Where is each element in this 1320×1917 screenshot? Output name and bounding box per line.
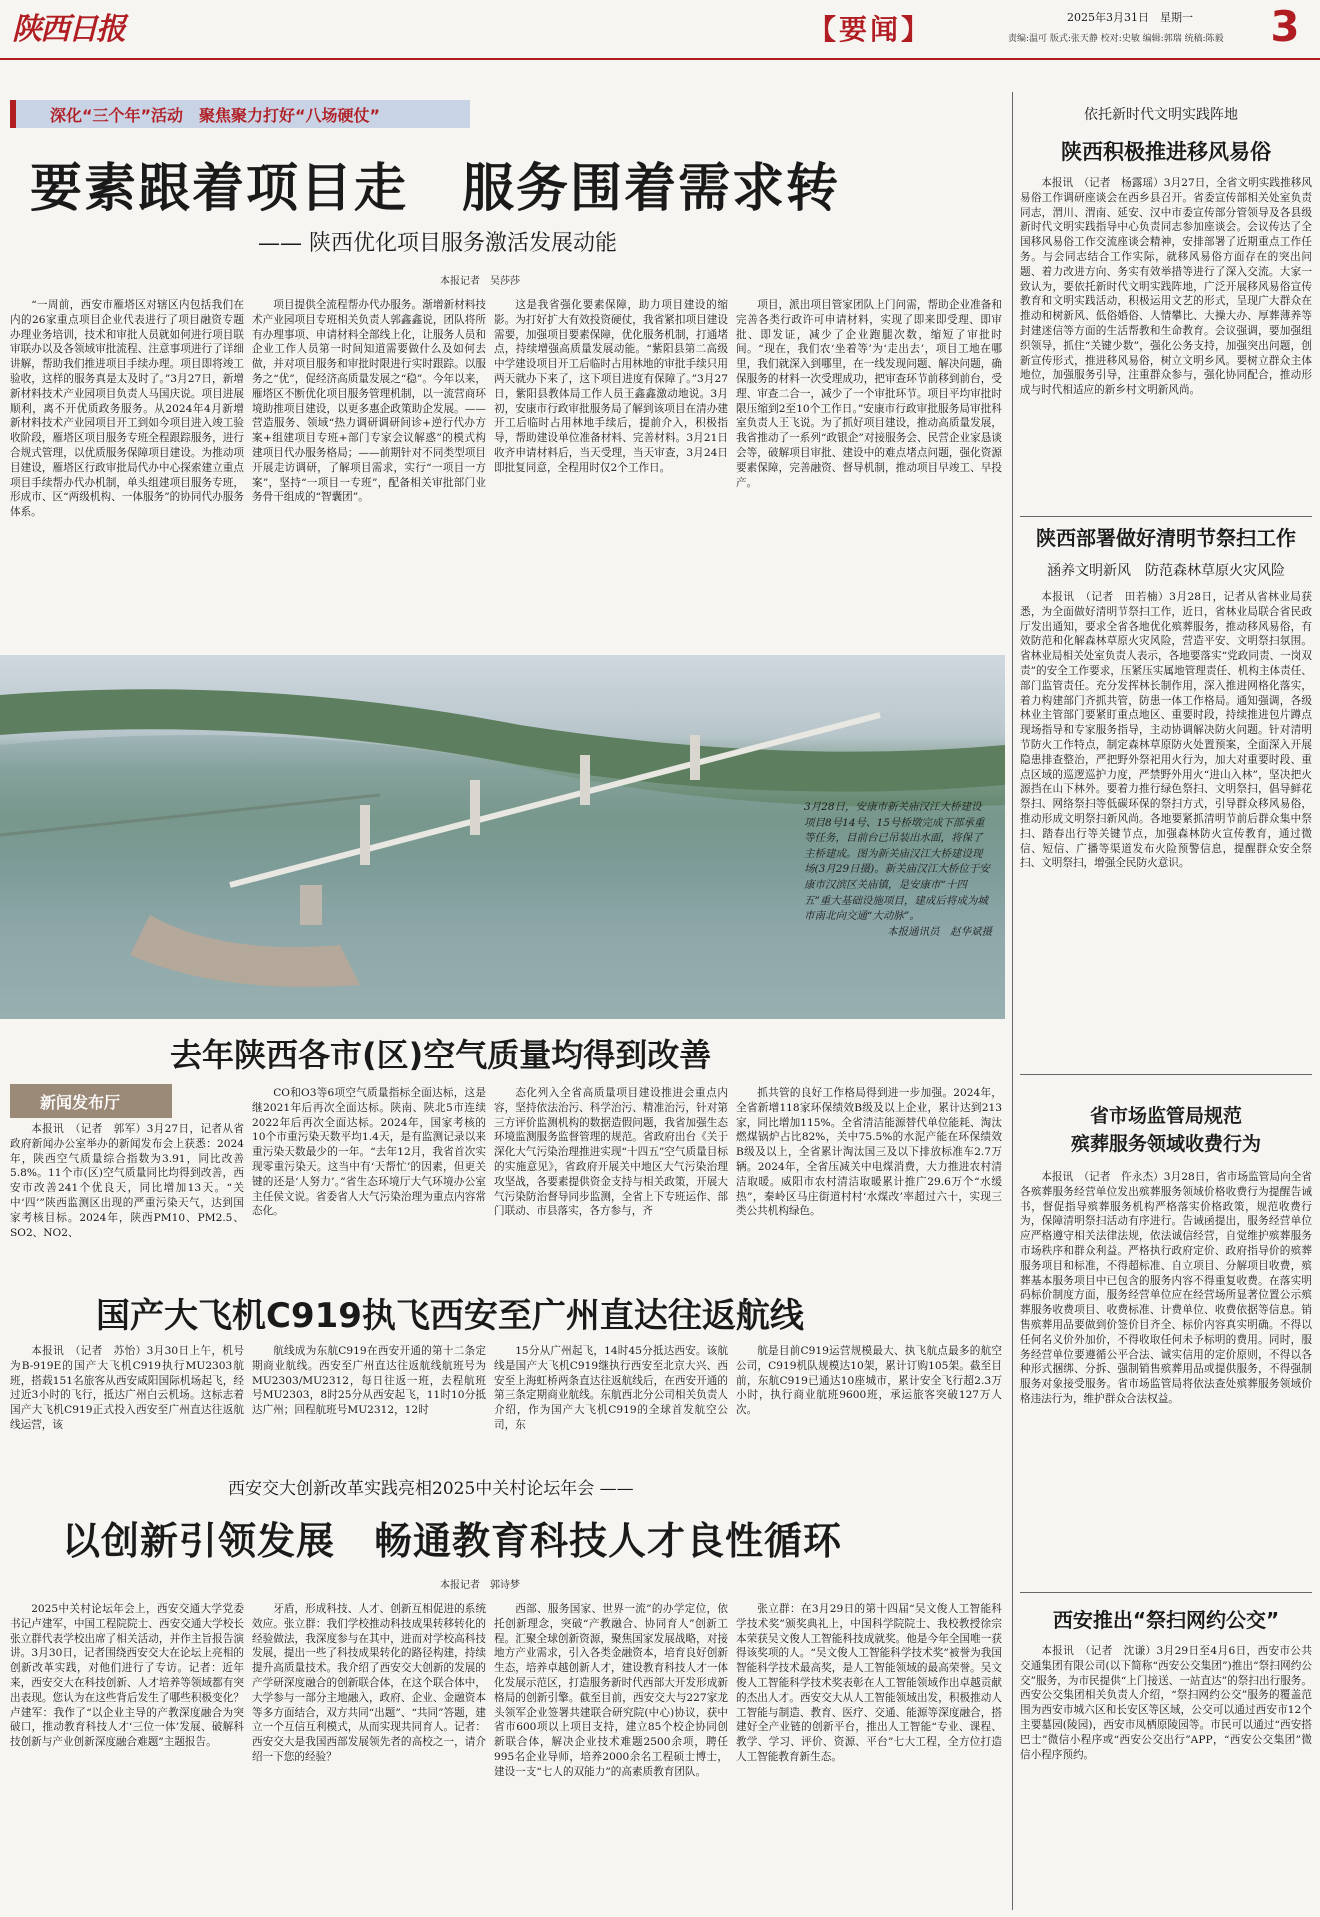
air-headline: 去年陕西各市(区)空气质量均得到改善 — [170, 1036, 712, 1074]
c919-column-3: 15分从广州起飞，14时45分抵达西安。该航线是国产大飞机C919继执行西安至北京大兴、西安至上海虹桥两条直达往返航线后，在西安开通的第三条定期商业航线。东航西北分公司相关负责人介绍，作为国产大飞机C919的全球首发航空公司，东 — [494, 1345, 728, 1431]
photo-caption-text: 3月28日，安康市新关庙汉江大桥建设项目8号14号、15号桥墩完成下部承重等任务，目前台已吊装出水面，将保了主桥建成。图为新关庙汉江大桥建设现场(3月29日摄)。新关庙汉江大桥位于安康市汉滨区关庙镇，是安康市“十四五”重大基础设施项目，建成后将成为城市南北向交通“大动脉”。 — [804, 801, 990, 923]
lead-headline: 要素跟着项目走 服务围着需求转 — [30, 159, 841, 219]
section-name: 【要闻】 — [808, 13, 933, 46]
air-column-3: 态化列入全省高质量项目建设推进会重点内容，坚持依法治污、科学治污、精准治污，针对第三方评价监测机构的数据造假问题，我省加强生态环境监测服务监督管理的规范。省政府出台《关于深化大气污染治理推进实现“十四五”空气质量目标的实施意见》，省政府开展关中地区大气污染治理攻坚战，各要素提供资金支持与相关政策，开展大气污染防治督导同步监测，全省上下专班运作、部门联动、市县落实，各方参与，齐 — [494, 1087, 728, 1218]
side1-text: 本报讯 （记者 杨露瑶）3月27日，全省文明实践推移风易俗工作调研座谈会在西乡县召开。省委宣传部相关处室负责同志，渭川、渭南、延安、汉中市委宣传部分管领导及各县级新时代文明实践指导中心负责同志参加座谈会。会议传达了全国移风易俗工作交流座谈会精神，安排部署了近期重点工作任务。与会同志结合工作实际，就移风易俗方面存在的突出问题、着力改进方向、务实有效举措等进行了深入交流。大家一致认为，要依托新时代文明实践阵地，广泛开展移风易俗宣传教育和文明实践活动，积极运用文艺的形式，呈现广大群众在推动和树新风、低俗婚俗、人情攀比、大操大办、厚葬薄养等封建迷信等方面的生活帮教和生命教育。会议强调，要加强组织领导，抓住“关键少数”，强化公务支持，加强突出问题，创新宣传形式，推进移风易俗，树立文明乡风。要树立群众主体地位，加强服务引导，注重群众参与，强化协同配合，推动形成与时代相适应的新乡村文明新风尚。 — [1020, 177, 1312, 397]
lead-column-1: “一周前，西安市雁塔区对辖区内包括我们在内的26家重点项目企业代表进行了项目融资专题办理业务培训，技术和审批人员就如何进行项目联审联办以及各领域审批流程、注意事项进行了详细讲解，帮助我们推进项目手续办理。项目即将竣工验收，这样的服务真是太及时了。”3月27日，新增新材料技术产业园项目负责人马国庆说。项目进展顺利，离不开优质政务服务。从2024年4月新增新材料技术产业园项目开工到如今项目进入竣工验收阶段，雁塔区项目服务专班全程跟踪服务，进行合规式管理，以优质服务保障项目建设。为推动项目建设，雁塔区行政审批局代办中心探索建立重点项目手续帮办代办机制，单头组建项目服务专班，形成市、区“两级机构、一体服务”的协同代办服务体系。 — [10, 299, 244, 519]
sidebar-divider — [1020, 1592, 1312, 1593]
column-divider — [1012, 92, 1013, 1910]
lead-column-2: 项目提供全流程帮办代办服务。渐增新材料技术产业园项目专班相关负责人郭鑫鑫说，团队将所有办理事项、申请材料全部线上化，让服务人员和企业工作人员第一时间知道需要做什么及如何去做，并对项目服务和审批时限进行实时跟踪。以服务之“优”，促经济高质量发展之“稳”。今年以来，雁塔区不断优化项目服务管理机制，以一流营商环境助推项目建设，以更多惠企政策助企发展。——营造服务、领域“热力调研调研间诊+逆行代办方案+组建项目专班+部门专家会议解惑”的模式构建项目代办服务格局；——前期针对不同类型项目开展走访调研，了解项目需求，实行“一项目一方案”，坚持“一项目一专班”，配备相关审批部门业务骨干组成的“智囊团”。 — [252, 299, 486, 504]
xjtu-byline: 本报记者 郭诗梦 — [440, 1580, 520, 1591]
lead-byline: 本报记者 吴莎莎 — [440, 276, 520, 287]
topic-banner — [10, 100, 470, 128]
xjtu-headline: 以创新引领发展 畅通教育科技人才良性循环 — [62, 1519, 843, 1563]
photo-credit: 本报通讯员 赵华斌摄 — [887, 925, 992, 938]
c919-column-2: 航线成为东航C919在西安开通的第十二条定期商业航线。西安至广州直达往返航线航班号为MU2303/MU2312，每日往返一班，去程航班号MU2303，8时25分从西安起飞，11时10分抵达广州；回程航班号MU2312，12时 — [252, 1345, 486, 1417]
banner-text: 深化“三个年”活动 聚焦聚力打好“八场硬仗” — [50, 106, 381, 125]
news-release-tag — [10, 1084, 172, 1118]
c919-headline: 国产大飞机C919执飞西安至广州直达往返航线 — [96, 1296, 804, 1336]
side3-headline: 省市场监管局规范 殡葬服务领域收费行为 — [1070, 1105, 1261, 1155]
air-column-4: 抓共管的良好工作格局得到进一步加强。2024年，全省新增118家环保绩效B级及以上企业，累计达到213家，同比增加115%。全省清洁能源替代单位能耗、淘汰燃煤锅炉占比82%，关中75.5%的水泥产能在环保绩效B级及以上，全省累计淘汰国三及以下排放标准车2.7万辆。2024年，全省压减关中电煤消费，大力推进农村清洁取暖。威阳市农村清洁取暖累计推广29.6万个“水缓热”，秦岭区马庄街道村村‘水煤改’率超过六十，实现三类公共机构绿色。 — [736, 1087, 1002, 1218]
editor-credits: 责编:温可 版式:张天静 校对:史敏 编辑:郭瑞 统稿:陈毅 — [1008, 34, 1224, 44]
c919-column-1: 本报讯 （记者 苏怡）3月30日上午，机号为B-919E的国产大飞机C919执行MU2303航班，搭载151名旅客从西安咸阳国际机场起飞，经过近3小时的飞行，抵达广州白云机场。这标志着国产大飞机C919正式投入西安至广州直达往返航线运营，该 — [10, 1345, 244, 1431]
page-number: 3 — [1270, 2, 1300, 51]
lead-column-3: 这是我省强化要素保障，助力项目建设的缩影。为打好扩大有效投资硬仗，我省紧扣项目建设需要，加强项目要素保障，优化服务机制，打通堵点，持续增强高质量发展动能。“紫阳县第二高级中学建设项目开工后临时占用林地的审批手续只用两天就办下来了，这下项目进度有保障了。”3月27日，紫阳县教体局工作人员王鑫鑫激动地说。3月初，安康市行政审批服务局了解到该项目在清办建开工后临时占用林地手续后，提前介入，积极指导，帮助建设单位准备材料、完善材料。3月21日收齐申请材料后，当天受理，当天审查，3月24日即批复同意，全程用时仅2个工作日。 — [494, 299, 728, 474]
side4-text: 本报讯 （记者 沈谦）3月29日至4月6日，西安市公共交通集团有限公司(以下简称“西安公交集团”)推出“祭扫网约公交”服务，为市民提供“上门接送、一站直达”的祭扫出行服务。西安公交集团相关负责人介绍，“祭扫网约公交”服务的覆盖范围为西安市城六区和长安区等区域，公交可以通过西安市12个主要墓园(陵园)，西安市凤栖原陵园等。市民可以通过“西安搭巴士”微信小程序或“西安公交出行”APP，“西安公交集团”微信小程序预约。 — [1020, 1645, 1312, 1761]
sidebar-divider — [1020, 516, 1312, 517]
sidebar-divider — [1020, 1074, 1312, 1075]
side2-headline: 陕西部署做好清明节祭扫工作 — [1036, 526, 1296, 550]
side1-kicker: 依托新时代文明实践阵地 — [1084, 107, 1238, 123]
air-column-1: 本报讯 （记者 郭军）3月27日，记者从省政府新闻办公室举办的新闻发布会上获悉：2024年，陕西空气质量综合指数为3.91，同比改善5.8%。11个市(区)空气质量同比均得到改善，西安市改善241个优良天，同比增加13天。“关中‘四’”陕西监测区出现的严重污染天气，达到国家考核目标。2024年，陕西PM10、PM2.5、SO2、NO2、 — [10, 1123, 244, 1239]
side3-text: 本报讯 （记者 仵永杰）3月28日，省市场监管局向全省各殡葬服务经营单位发出殡葬服务领域价格收费行为提醒告诫书，督促指导殡葬服务机构严格落实价格政策，规范收费行为，保障清明祭扫活动有序进行。告诫函提出，服务经营单位应严格遵守相关法律法规，依法诚信经营，自觉维护殡葬服务市场秩序和群众利益。严格执行政府定价、政府指导价的殡葬服务项目和标准，不得超标准、自立项目、分解项目收费，殡葬基本服务项目中已包含的服务内容不得重复收费。在落实明码标价制度方面，服务经营单位应在经营场所显著位置公示殡葬服务收费项目、收费标准、计费单位、收费依据等信息。销售殡葬用品要做到价签价目齐全、标价内容真实明确。不得以任何名义价外加价，不得收取任何未予标明的费用。同时，服务经营单位要遵循公平合法、诚实信用的定价原则，不得以各种形式捆绑、分拆、强制销售殡葬用品或提供服务，不得强制服务对象接受服务。省市场监管局将依法查处殡葬服务领域价格违法行为，维护群众合法权益。 — [1020, 1171, 1312, 1405]
photo-caption — [804, 800, 992, 1000]
side4-headline: 西安推出“祭扫网约公交” — [1052, 1608, 1280, 1632]
masthead — [0, 0, 1320, 60]
lead-column-4: 项目，派出项目管家团队上门问需，帮助企业准备和完善各类行政许可申请材料，实现了即来即受理、即审批、即发证，减少了企业跑腿次数，缩短了审批时间。“现在，我们农‘坐着等’为‘走出去’，项目工地在哪里，我们就深入到哪里，在一线发现问题、解决问题，确保服务的材料一次受理成功，把审查环节前移到前台，受理、审查二合一，减少了一个审批环节。项目平均审批时限压缩到2至10个工作日。”安康市行政审批服务局审批科室负责人王飞说。为了抓好项目建设，推动高质量发展，我省推动了一系列“政银企”对接服务会、民营企业家恳谈会等，破解项目审批、建设中的难点堵点问题，强化资源要素保障，完善融资、督导机制，推动项目早竣工、早投产。 — [736, 299, 1002, 489]
side2-text: 本报讯 （记者 田若楠）3月28日，记者从省林业局获悉，为全面做好清明节祭扫工作，近日，省林业局联合省民政厅发出通知，要求全省各地优化殡葬服务，推动移风易俗，有效防范和化解森林草原火灾风险，营造平安、文明祭扫氛围。省林业局相关处室负责人表示，各地要落实“党政同责、一岗双责”的安全工作要求，压紧压实属地管理责任、机构主体责任、部门监管责任。充分发挥林长制作用，深入推进网格化落实，着力构建部门齐抓共管，防患一体工作格局。通知强调，各级林业主管部门要紧盯重点地区、重要时段，持续推进包片蹲点现场指导和专家服务指导，主动协调解决防火问题。针对清明节防火工作特点，制定森林草原防火处置预案，全面深入开展隐患排查整治，严把野外祭祀用火行为，加大对重要时段、重点区域的巡逻巡护力度，严禁野外用火“进山入林”，坚决把火源挡在山下林外。要着力推行绿色祭扫、文明祭扫，倡导鲜花祭扫、网络祭扫等低碳环保的祭扫方式，引导群众移风易俗，推动形成文明祭扫新风尚。各地要紧抓清明节前后群众集中祭扫、踏春出行等关键节点，加强森林防火宣传教育，通过微信、短信、广播等渠道发布火险预警信息，提醒群众安全祭扫、文明祭扫，增强全民防火意识。 — [1020, 591, 1312, 870]
news-release-label: 新闻发布厅 — [40, 1093, 121, 1112]
side2-subtitle: 涵养文明新风 防范森林草原火灾风险 — [1047, 563, 1285, 579]
xjtu-column-1: 2025中关村论坛年会上，西安交通大学党委书记卢建军，中国工程院院士、西安交通大学校长张立群代表学校出席了相关活动，并作主旨报告演讲。3月30日，记者围绕西安交大在论坛上亮相的创新改革实践，对他们进行了专访。记者：近年来，西安交大在科技创新、人才培养等领域都有突出表现。您认为在这些背后发生了哪些积极变化？卢建军：我作了“以企业主导的产教深度融合为突破口，推动教育科技人才‘三位一体’发展、破解科技创新与产业创新深度融合难题”主题报告。 — [10, 1603, 244, 1749]
lead-subtitle: —— 陕西优化项目服务激活发展动能 — [258, 231, 617, 256]
side1-headline: 陕西积极推进移风易俗 — [1061, 140, 1271, 164]
xjtu-kicker: 西安交大创新改革实践亮相2025中关村论坛年会 —— — [228, 1479, 634, 1499]
c919-column-4: 航是目前C919运营规模最大、执飞航点最多的航空公司，C919机队规模达10架，累计订购105架。截至目前，东航C919已通达10座城市，累计安全飞行超2.3万小时，执行商业航班9600班，承运旅客突破127万人次。 — [736, 1345, 1002, 1417]
xjtu-column-3: 西部、服务国家、世界一流”的办学定位，依托创新理念，突破“产教融合、协同育人”创新工程。汇聚全球创新资源，聚焦国家发展战略，对接地方产业需求，引入各类金融资本，培育良好创新生态，培养卓越创新人才，建设教育科技人才一体化发展示范区，打造服务新时代西部大开发形成新格局的创新引擎。截至目前，西安交大与227家龙头领军企业签署共建联合研究院(中心)协议，获中省市600项以上项目支持，建立85个校企协同创新联合体，解决企业技术难题2500余项，聘任995名企业导师，培养2000余名工程硕士博士，建设一支“七人的双能力”的高素质教育团队。 — [494, 1603, 728, 1778]
issue-date: 2025年3月31日 星期一 — [1067, 11, 1193, 24]
newspaper-logo: 陕西日报 — [12, 12, 124, 47]
xjtu-column-2: 牙盾，形成科技、人才、创新互相促进的系统效应。张立群：我们学校推动科技成果转移转化的经验做法，我深度参与在其中，进而对学校高科技发展，提出一些了科技成果转化的路径构建，持续提升高质量技术。我介绍了西安交大创新的发展的产学研深度融合的创新联合体，在这个联合体中，大学参与一部分主地融入，政府、企业、金融资本等多方面结合，双方共同“出题”、“共同”答题，建立一个互信互利模式，从而实现共同育人。记者：西安交大是我国西部发展领先者的高校之一，请介绍一下您的经验？ — [252, 1603, 486, 1763]
xjtu-column-4: 张立群：在3月29日的第十四届“吴文俊人工智能科学技术奖”颁奖典礼上，中国科学院院士、我校教授徐宗本荣获吴文俊人工智能科技成就奖。他是今年全国唯一获得该奖项的人。“吴文俊人工智能科学技术奖”被誉为我国智能科学技术最高奖，是人工智能领域的最高荣誉。吴文俊人工智能科学技术奖表彰在人工智能领域作出卓越贡献的杰出人才。西安交大从人工智能领域出发，积极推动人工智能与制造、教育、医疗、交通、能源等深度融合，搭建好全产业链的创新平台，推出人工智能“专业、课程、教学、学习、评价、资源、平台”七大工程，全方位打造人工智能教育新生态。 — [736, 1603, 1002, 1763]
air-column-2: CO和O3等6项空气质量指标全面达标，这是继2021年后再次全面达标。陕南、陕北5市连续2022年后再次全面达标。2024年，国家考核的10个市重污染天数平均1.4天，是有监测记录以来重污染天数最少的一年。“去年12月，我省首次实现零重污染天。这当中有‘天帮忙’的因素，但更关键的还是‘人努力’。”省生态环境厅大气环境办公室主任侯文说。省委省人大气污染治理为重点内容常态化。 — [252, 1087, 486, 1218]
